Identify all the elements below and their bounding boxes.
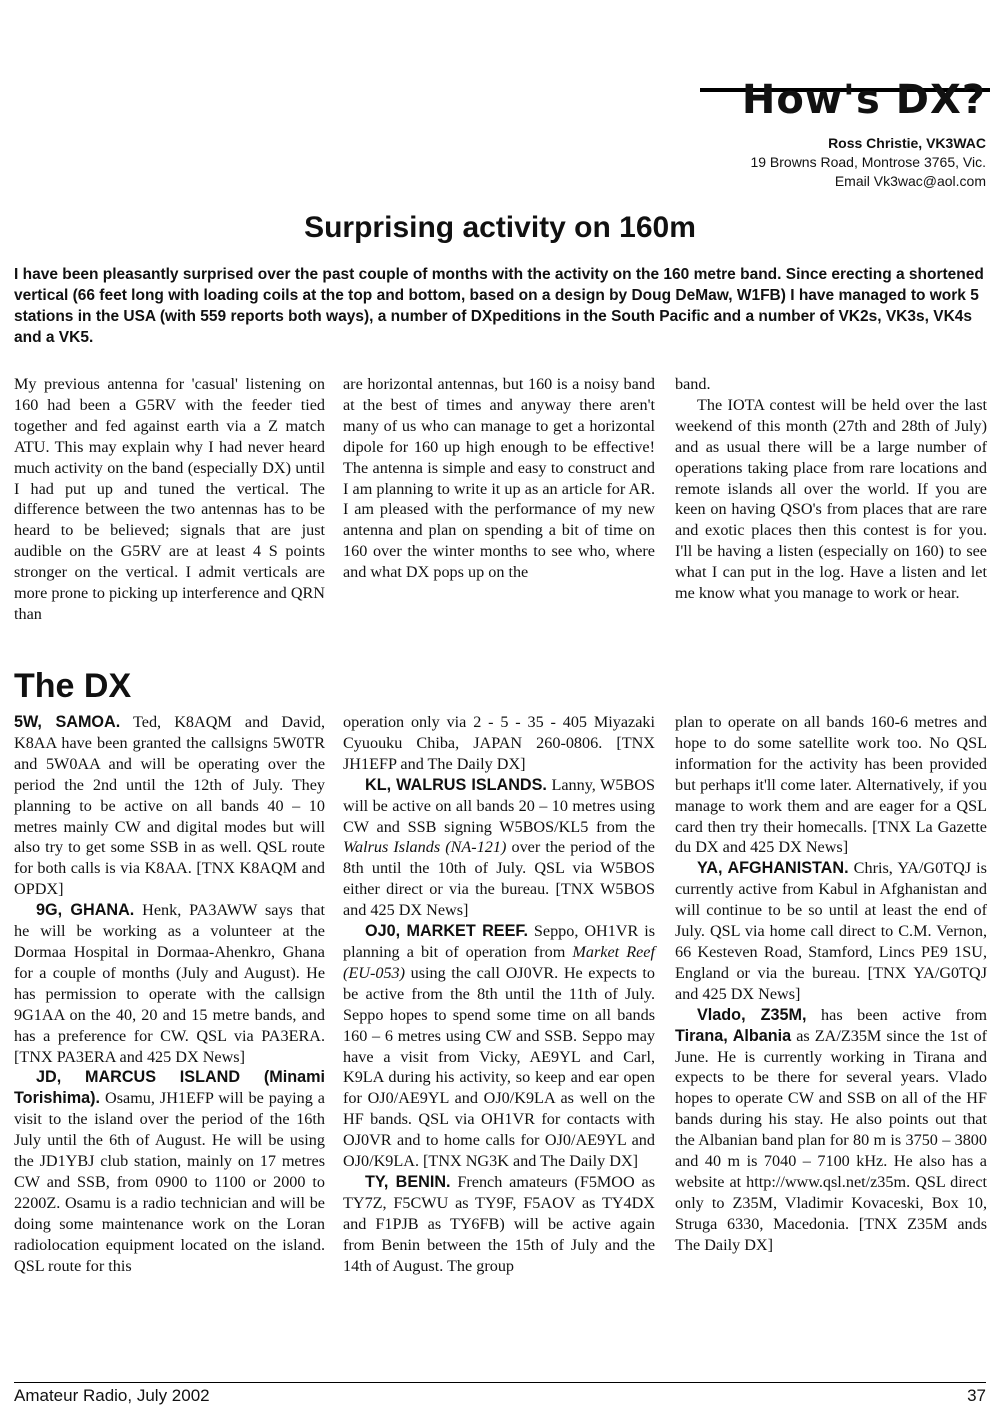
dx-entry-market-reef [343, 921, 655, 1172]
author-name: Ross Christie, VK3WAC [828, 135, 986, 151]
dx-section-title: The DX [14, 667, 132, 705]
entry-body: Ted, K8AQM and David, K8AA have been granted the callsigns 5W0TR and 5W0AA and will be operating over the period the 2nd until the 12th of July. They planning to be active on all bands 40 – 10 metres mainly CW and digital modes but will also try to get some SSB in as well. QSL route for both calls is via K8AA. [TNX K8AQM and OPDX] [14, 713, 325, 899]
author-address: 19 Browns Road, Montrose 3765, Vic. [750, 154, 986, 170]
article-headline: Surprising activity on 160m [304, 211, 696, 244]
dx-entry-walrus [343, 775, 655, 921]
entry-body: has been active from [806, 1005, 987, 1024]
paragraph: are horizontal antennas, but 160 is a noisy band at the best of times and anyway there aren't many of us who can manage to get a horizontal dipole for 160 up high enough to be effective! The antenna is simple and easy to construct and I am planning to write it up as an article for AR. I am pleased with the performance of my new antenna and plan on spending a bit of time on 160 over the winter months to see who, where and what DX pops up on the [343, 375, 655, 582]
entry-body: as ZA/Z35M since the 1st of June. He is currently working in Tirana and expects to be there for several years. Vlado hopes to operate CW and SSB on all of the HF bands during his stay. He also points out that the Albanian band plan for 80 m is 3750 – 3800 and 40 m is 7040 – 7100 kHz. He also has a website at http://www.qsl.net/z35m. QSL direct only to Z35M, Vladimir Kovaceski, Box 10, Struga 6330, Macedonia. [TNX Z35M ands The Daily DX] [675, 1026, 987, 1254]
paragraph: My previous antenna for 'casual' listening on 160 had been a G5RV with the feeder tied together and fed against earth via a Z match ATU. This may explain why I had never heard much activity on the band (especially DX) until I had put up and tuned the vertical. The difference between the two antennas has to be heard to be believed; signals that are just audible on the G5RV are at least 4 S points stronger on the vertical. I admit verticals are more prone to picking up interference and QRN than [14, 375, 325, 623]
author-block [750, 134, 986, 191]
dx-entry-marcus-cont: operation only via 2 - 5 - 35 - 405 Miyazaki Cyuouku Chiba, JAPAN 260-0806. [TNX JH1EFP and The Daily DX] [343, 713, 655, 773]
dx-entry-samoa [14, 712, 325, 900]
author-email: Email Vk3wac@aol.com [834, 173, 986, 189]
entry-heading: YA, AFGHANISTAN. [697, 859, 849, 878]
section-title: How's DX? [741, 77, 986, 123]
entry-place: Tirana, Albania [675, 1026, 792, 1045]
entry-body: Seppo, OH1VR is planning a bit of operation from [343, 922, 655, 961]
entry-body: using the call OJ0VR. He expects to be active from the 8th until the 11th of July. Seppo hopes to spend some time on all bands 160 – 6 metres using CW and SSB. Seppo may have a visit from Vicky, AE9YL and Carl, K9LA during his activity, so keep and ear open for OJ0/AE9YL and OJ0/K9LA as well on the HF bands. QSL via OH1VR for contacts with OJ0VR and to home calls for OJ0/AE9YL and OJ0/K9LA. [TNX NG3K and The Daily DX] [343, 963, 655, 1171]
dx-column-3 [675, 712, 987, 1256]
paragraph: band. [675, 375, 711, 393]
entry-heading: OJ0, MARKET REEF. [365, 922, 528, 941]
dx-entry-ghana [14, 900, 325, 1067]
entry-body: Osamu, JH1EFP will be paying a visit to the island over the period of the 16th July until the 6th of August. He will be using the JD1YBJ club station, mainly on 17 metres CW and SSB, from 0900 to 1100 or 2000 to 2200Z. Osamu is a radio technician and will be doing some maintenance work on the Loran radiolocation equipment located on the island. QSL route for this [14, 1089, 325, 1275]
dx-entry-vlado [675, 1005, 987, 1256]
footer-rule [14, 1382, 986, 1383]
entry-body: French amateurs (F5MOO as TY7Z, F5CWU as TY9F, F5AOV as TY4DX and F1PJB as TY6FB) will be active again from Benin between the 15th of July and the 14th of August. The group [343, 1172, 656, 1275]
entry-place: Market Reef (EU-053) [343, 942, 655, 982]
entry-heading: KL, WALRUS ISLANDS. [365, 775, 547, 794]
entry-body: Henk, PA3AWW says that he will be working as a volunteer at the Dormaa Hospital in Dormaa-Ahenkro, Ghana for a couple of months (July and August). He has permission to operate with the callsign 9G1AA on the 40, 20 and 15 metre bands, and has a preference for CW. QSL via PA3ERA. [TNX PA3ERA and 425 DX News] [14, 901, 325, 1066]
article-column-1 [14, 374, 325, 625]
dx-column-1 [14, 712, 325, 1276]
entry-heading: TY, BENIN. [365, 1172, 451, 1191]
entry-body: Chris, YA/G0TQJ is currently active from Kabul in Afghanistan and will continue to be so until at least the end of July. QSL via home call direct to C.M. Vernon, 66 Kesteven Road, Stamford, Lincs PE9 1SU, England or via the bureau. [TNX YA/G0TQJ and 425 DX News] [675, 859, 987, 1003]
entry-heading: 5W, SAMOA. [14, 713, 121, 731]
entry-place: Walrus Islands (NA-121) [343, 838, 507, 857]
article-intro: I have been pleasantly surprised over the past couple of months with the activity on the 160 metre band. Since erecting a shortened vertical (66 feet long with loading coils at the top and bottom, based on a design by Doug DeMaw, W1FB) I have managed to work 5 stations in the USA (with 559 reports both ways), a number of DXpeditions in the South Pacific and a number of VK2s, VK3s, VK4s and a VK5. [14, 266, 984, 346]
dx-entry-marcus [14, 1067, 325, 1276]
dx-entry-afghanistan [675, 858, 987, 1004]
entry-heading: JD, MARCUS ISLAND (Minami Torishima). [14, 1068, 325, 1108]
dx-column-2 [343, 712, 655, 1276]
article-column-3 [675, 374, 987, 604]
dx-entry-benin-cont: plan to operate on all bands 160-6 metres and hope to do some satellite work too. No QSL information for the activity has been provided but perhaps it'll come later. Alternatively, if you manage to work them and are eager for a QSL card then try their homecalls. [TNX La Gazette du DX and 425 DX News] [675, 713, 987, 857]
entry-heading: Vlado, Z35M, [697, 1005, 807, 1024]
entry-body: Lanny, W5BOS will be active on all bands 20 – 10 metres using CW and SSB signing W5BOS/KL5 from the [343, 775, 655, 836]
column-header [742, 78, 986, 132]
dx-entry-benin [343, 1172, 655, 1277]
paragraph: The IOTA contest will be held over the last weekend of this month (27th and 28th of July) and as usual there will be a large number of operations taking place from rare locations and remote islands all over the world. If you are keen on having QSO's from places that are rare and exotic places then this contest is for you. I'll be having a listen (especially on 160) to see what I can put in the log. Have a listen and let me know what you manage to work or hear. [675, 395, 987, 603]
entry-body: over the period of the 8th until the 10th of July. QSL via W5BOS either direct or via the bureau. [TNX W5BOS and 425 DX News] [343, 838, 655, 920]
entry-heading: 9G, GHANA. [36, 901, 135, 920]
page-number: 37 [967, 1386, 986, 1405]
article-column-2 [343, 374, 655, 583]
publication-name: Amateur Radio, July 2002 [14, 1386, 210, 1405]
